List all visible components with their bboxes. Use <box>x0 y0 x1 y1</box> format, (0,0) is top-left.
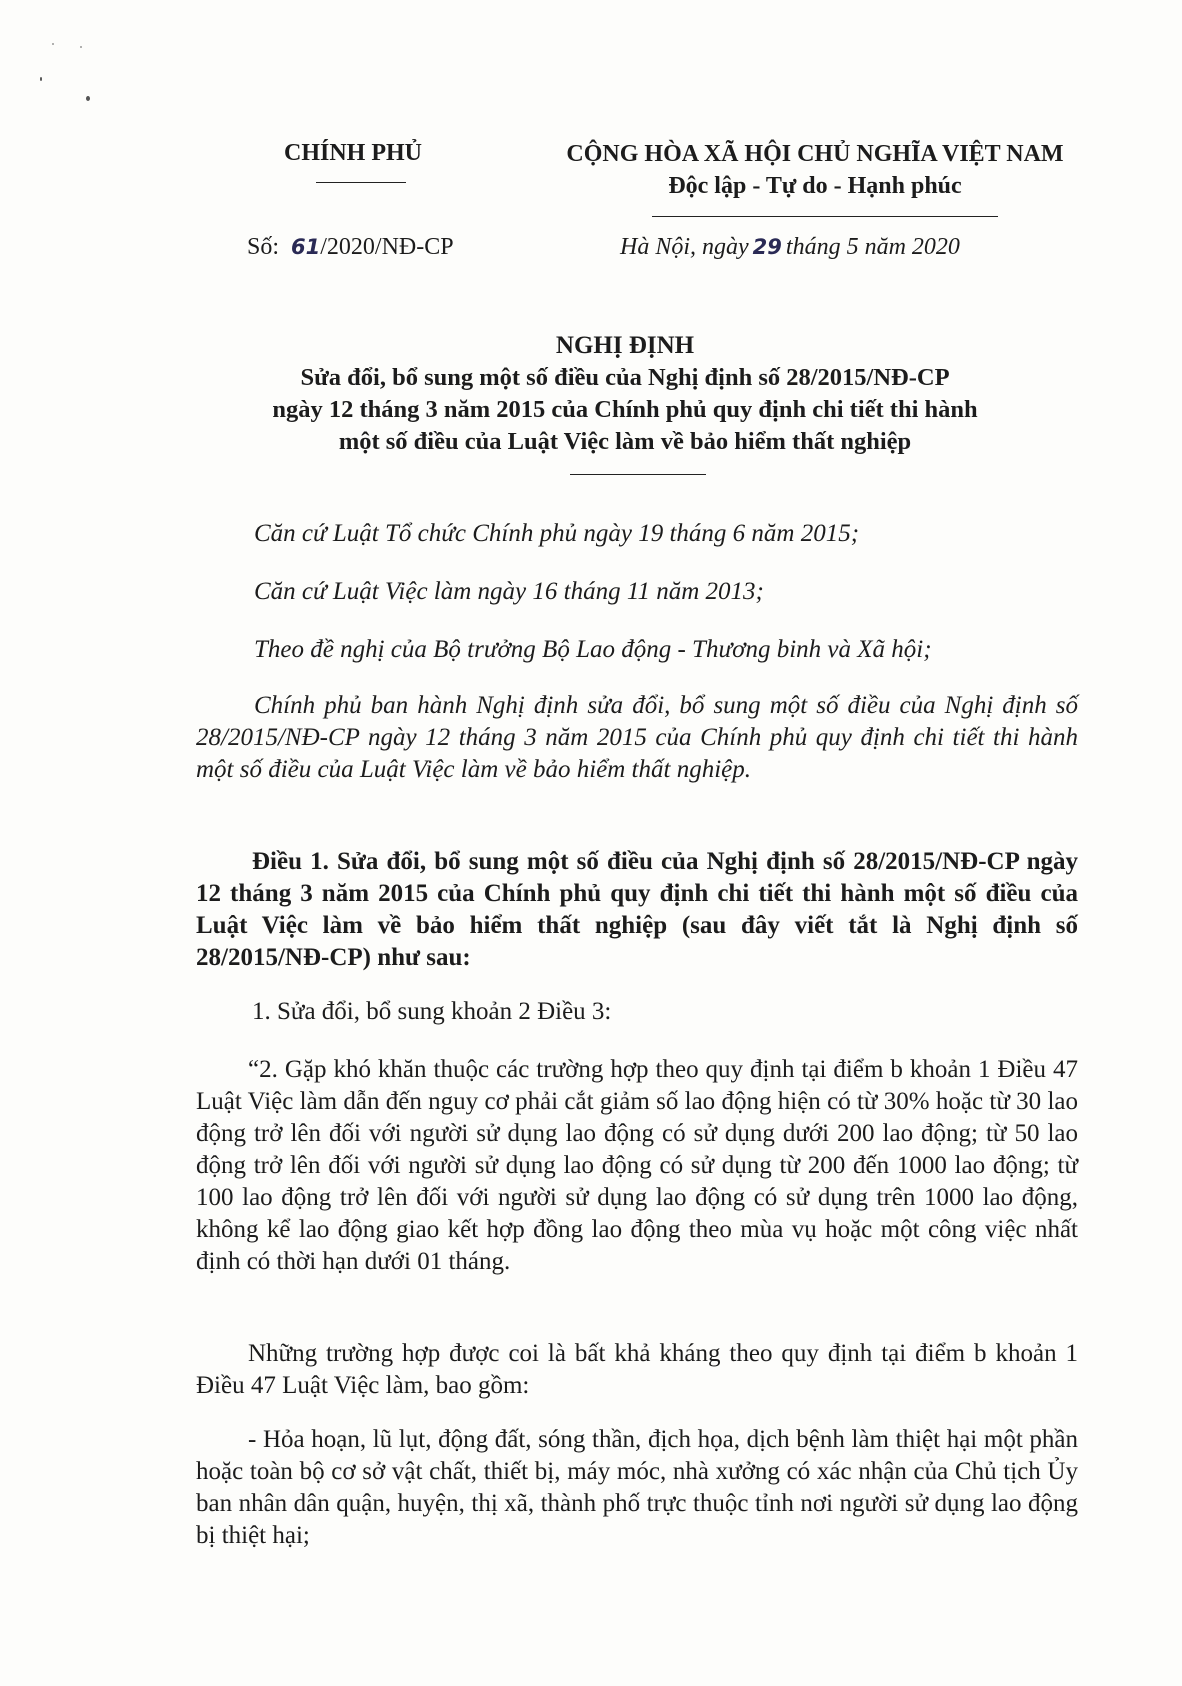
issuance-statement: Chính phủ ban hành Nghị định sửa đổi, bổ sung một số điều của Nghị định số 28/2015/NĐ-CP ngày 12 tháng 3 năm 2015 của Chính phủ quy định chi tiết thi hành một số điều của Luật Việc làm về bảo hiểm thất nghiệp. <box>196 692 1078 783</box>
title-underline <box>570 474 706 475</box>
motto-underline <box>652 216 998 217</box>
number-prefix: Số: <box>247 234 280 260</box>
legal-basis-2: Căn cứ Luật Việc làm ngày 16 tháng 11 năm 2013; <box>254 578 764 605</box>
article-1-paragraph-3: - Hỏa hoạn, lũ lụt, động đất, sóng thần, địch họa, dịch bệnh làm thiệt hại một phần hoặc toàn bộ cơ sở vật chất, thiết bị, máy móc, nhà xưởng có xác nhận của Chủ tịch Ủy ban nhân dân quận, huyện, thị xã, thành phố trực thuộc tỉnh nơi người sử dụng lao động bị thiệt hại; <box>196 1426 1078 1549</box>
number-suffix: /2020/NĐ-CP <box>320 234 454 260</box>
number-handwritten: 61 <box>291 235 321 259</box>
article-1-item-1: 1. Sửa đổi, bổ sung khoản 2 Điều 3: <box>252 998 612 1025</box>
article-1-paragraph-2: Những trường hợp được coi là bất khả kháng theo quy định tại điểm b khoản 1 Điều 47 Luật Việc làm, bao gồm: <box>196 1340 1078 1399</box>
national-motto: Độc lập - Tự do - Hạnh phúc <box>668 173 962 199</box>
document-number <box>247 234 454 261</box>
scan-speck <box>40 77 42 81</box>
date-suffix: tháng 5 năm 2020 <box>785 234 960 260</box>
document-type: NGHỊ ĐỊNH <box>555 332 695 359</box>
article-1-paragraph-1: “2. Gặp khó khăn thuộc các trường hợp theo quy định tại điểm b khoản 1 Điều 47 Luật Việc làm dẫn đến nguy cơ phải cắt giảm số lao động hiện có từ 30% hoặc từ 30 lao động trở lên đối với người sử dụng lao động có sử dụng dưới 200 lao động; từ 50 lao động trở lên đối với người sử dụng lao động có sử dụng từ 200 đến 1000 lao động; từ 100 lao động trở lên đối với người sử dụng lao động có sử dụng trên 1000 lao động, không kể lao động giao kết hợp đồng lao động theo mùa vụ hoặc một công việc nhất định có thời hạn dưới 01 tháng. <box>196 1056 1078 1275</box>
issuing-body: CHÍNH PHỦ <box>284 140 422 166</box>
scan-speck <box>80 46 82 48</box>
subtitle-line-1: Sửa đổi, bổ sung một số điều của Nghị định số 28/2015/NĐ-CP <box>300 364 950 391</box>
scan-speck <box>86 96 90 101</box>
legal-basis-1: Căn cứ Luật Tổ chức Chính phủ ngày 19 tháng 6 năm 2015; <box>254 520 860 547</box>
subtitle-line-2: ngày 12 tháng 3 năm 2015 của Chính phủ quy định chi tiết thi hành <box>272 396 978 423</box>
subtitle-line-3: một số điều của Luật Việc làm về bảo hiểm thất nghiệp <box>338 428 912 455</box>
date-prefix: Hà Nội, ngày <box>620 234 749 260</box>
document-date <box>620 234 960 261</box>
legal-basis-3: Theo đề nghị của Bộ trưởng Bộ Lao động - Thương binh và Xã hội; <box>254 636 932 663</box>
date-handwritten: 29 <box>752 235 782 259</box>
article-1-heading: Điều 1. Sửa đổi, bổ sung một số điều của Nghị định số 28/2015/NĐ-CP ngày 12 tháng 3 năm 2015 của Chính phủ quy định chi tiết thi hành một số điều của Luật Việc làm về bảo hiểm thất nghiệp (sau đây viết tắt là Nghị định số 28/2015/NĐ-CP) như sau: <box>196 848 1078 971</box>
issuing-body-underline <box>316 182 406 183</box>
scan-speck <box>52 43 54 45</box>
country-name: CỘNG HÒA XÃ HỘI CHỦ NGHĨA VIỆT NAM <box>566 141 1064 167</box>
